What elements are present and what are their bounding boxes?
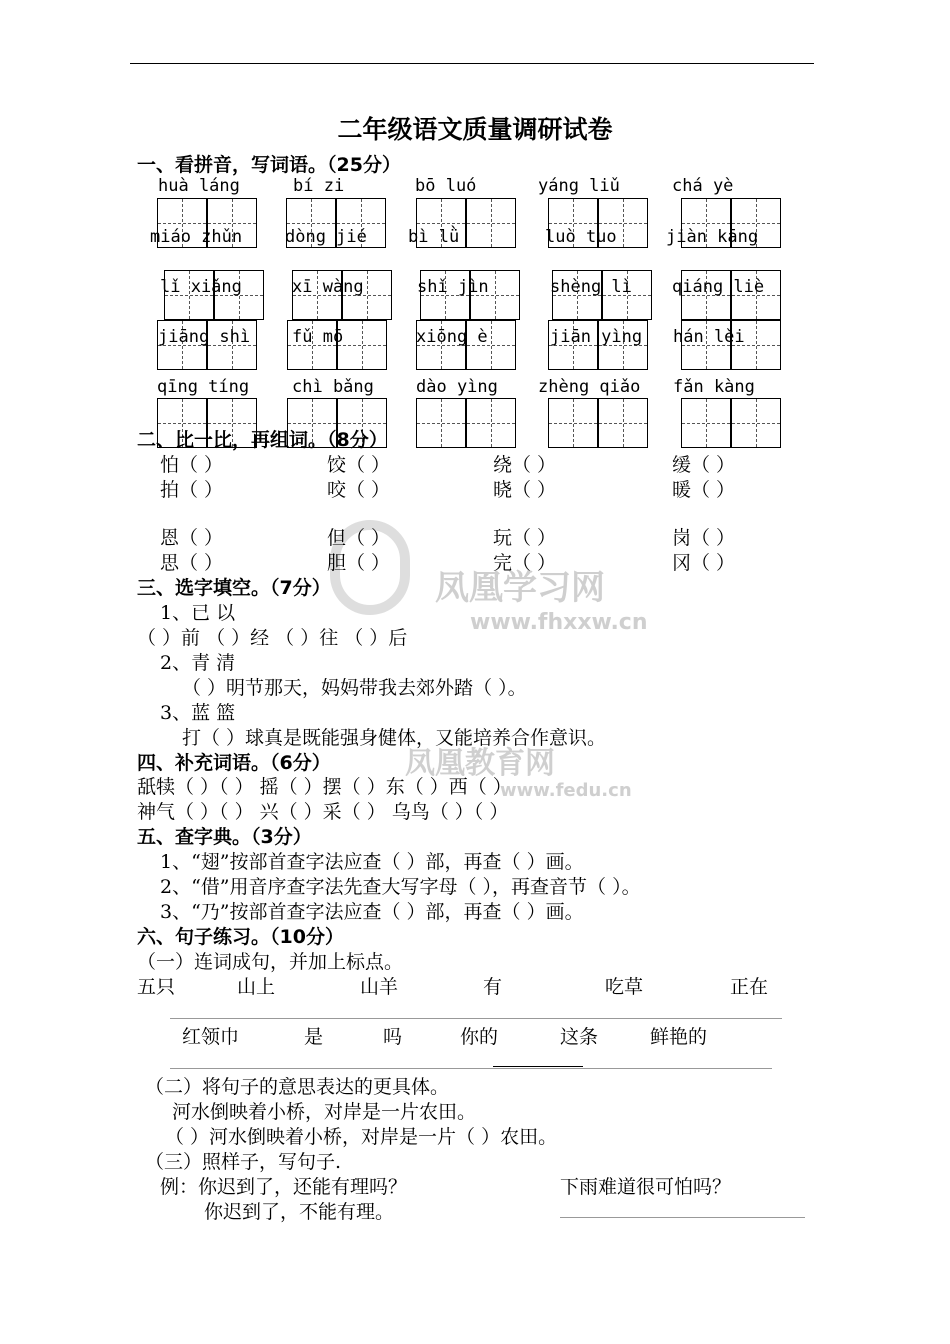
word: 山羊	[360, 976, 399, 998]
question-text: 3、蓝 篮	[160, 702, 236, 724]
pinyin: jiāng shì	[158, 327, 251, 347]
compare-item: 恩（ ）	[160, 527, 224, 549]
pinyin: shǐ jìn	[417, 277, 489, 297]
question-text: （ ）前 （ ）经 （ ）往 （ ）后	[137, 627, 408, 649]
compare-item: 岗（ ）	[672, 527, 736, 549]
watermark-text: 凤凰学习网	[435, 568, 605, 608]
pinyin: dòng jié	[285, 227, 367, 247]
word: 红领巾	[182, 1026, 240, 1048]
word: 山上	[237, 976, 276, 998]
writing-box[interactable]	[598, 398, 648, 448]
question-text: （ ）河水倒映着小桥，对岸是一片（ ）农田。	[165, 1126, 558, 1148]
compare-item: 拍（ ）	[160, 479, 224, 501]
pinyin: bō luó	[415, 176, 477, 196]
word: 你的	[460, 1026, 499, 1048]
compare-item: 咬（ ）	[327, 479, 391, 501]
word: 五只	[137, 976, 176, 998]
pinyin: miáo zhǔn	[150, 227, 243, 247]
watermark-text-2: 凤凰教育网	[405, 746, 555, 781]
pinyin: fǎn kàng	[673, 377, 755, 397]
pinyin: bì lǜ	[408, 227, 460, 247]
question-text: 打（ ）球真是既能强身健体，又能培养合作意识。	[182, 727, 607, 749]
pinyin: yáng liǔ	[538, 176, 620, 196]
answer-line[interactable]	[560, 1217, 805, 1218]
writing-box[interactable]	[466, 398, 516, 448]
compare-item: 但（ ）	[327, 527, 391, 549]
question-text: 河水倒映着小桥，对岸是一片农田。	[172, 1101, 477, 1123]
answer-line[interactable]	[170, 1018, 782, 1019]
pinyin: chá yè	[672, 176, 734, 196]
section-2-heading: 二、比一比，再组词。（8分）	[137, 429, 388, 451]
writing-box[interactable]	[416, 398, 466, 448]
question-text: 2、“借”用音序查字法先查大写字母（ ），再查音节（ ）。	[160, 876, 641, 898]
question-text: 神气（ ）（ ） 兴（ ）采（ ） 乌鸟（ ）（ ）	[137, 801, 509, 823]
question-text: 2、青 清	[160, 652, 236, 674]
pinyin: dào yìng	[416, 377, 498, 397]
pinyin: shèng lì	[550, 277, 632, 297]
writing-box[interactable]	[681, 398, 731, 448]
example-text: 例：你迟到了，还能有理吗？	[160, 1176, 408, 1198]
word: 有	[483, 976, 503, 998]
compare-item: 玩（ ）	[493, 527, 557, 549]
compare-item: 绕（ ）	[493, 454, 557, 476]
pinyin: zhèng qiǎo	[538, 377, 641, 397]
question-text: 3、“乃”按部首查字法应查（ ）部，再查（ ）画。	[160, 901, 584, 923]
compare-item: 晓（ ）	[493, 479, 557, 501]
question-text: 舐犊（ ）（ ） 摇（ ）摆（ ）东（ ）西（ ）	[137, 776, 512, 798]
question-text: （ ）明节那天，妈妈带我去郊外踏（ ）。	[182, 677, 527, 699]
watermark-url: www.fhxxw.cn	[470, 610, 648, 635]
compare-item: 暖（ ）	[672, 479, 736, 501]
pinyin: xī wàng	[292, 277, 364, 297]
writing-box[interactable]	[731, 398, 781, 448]
question-text: （三）照样子，写句子.	[145, 1151, 342, 1173]
pinyin: lǐ xiǎng	[160, 277, 242, 297]
question-text: （一）连词成句，并加上标点。	[137, 951, 404, 973]
compare-item: 思（ ）	[160, 552, 224, 574]
word: 吗	[383, 1026, 403, 1048]
section-1-heading: 一、看拼音，写词语。（25分）	[137, 154, 401, 176]
watermark-url-2: www.fedu.cn	[500, 780, 632, 801]
question-text: 1、已 以	[160, 602, 236, 624]
header-rule	[130, 63, 814, 64]
answer-line[interactable]	[170, 1068, 772, 1069]
compare-item: 冈（ ）	[672, 552, 736, 574]
pinyin: qīng tíng	[157, 377, 250, 397]
question-text: （二）将句子的意思表达的更具体。	[145, 1076, 450, 1098]
pinyin: luò tuo	[545, 227, 617, 247]
word: 是	[304, 1026, 324, 1048]
section-5-heading: 五、查字典。（3分）	[137, 826, 312, 848]
pinyin: huà láng	[158, 176, 240, 196]
compare-item: 怕（ ）	[160, 454, 224, 476]
pinyin: xiōng è	[416, 327, 488, 347]
page-title: 二年级语文质量调研试卷	[337, 115, 613, 144]
compare-item: 完（ ）	[493, 552, 557, 574]
pinyin: hán lěi	[673, 327, 745, 347]
question-text: 下雨难道很可怕吗？	[560, 1176, 732, 1198]
compare-item: 饺（ ）	[327, 454, 391, 476]
writing-box[interactable]	[337, 320, 387, 370]
pinyin: bí zi	[293, 176, 345, 196]
answer-line-mark	[493, 1066, 583, 1067]
word: 鲜艳的	[650, 1026, 708, 1048]
word: 正在	[730, 976, 769, 998]
pinyin: jiàn kāng	[666, 227, 759, 247]
section-6-heading: 六、句子练习。（10分）	[137, 926, 344, 948]
compare-item: 缓（ ）	[672, 454, 736, 476]
pinyin: jiān yìng	[550, 327, 643, 347]
example-text: 你迟到了，不能有理。	[204, 1201, 395, 1223]
writing-box[interactable]	[466, 198, 516, 248]
writing-box[interactable]	[548, 398, 598, 448]
question-text: 1、“翅”按部首查字法应查（ ）部，再查（ ）画。	[160, 851, 584, 873]
word: 吃草	[605, 976, 644, 998]
pinyin: fǔ mō	[292, 327, 344, 347]
pinyin: qiáng liè	[672, 277, 765, 297]
section-3-heading: 三、选字填空。（7分）	[137, 577, 331, 599]
pinyin: chì bǎng	[292, 377, 374, 397]
word: 这条	[560, 1026, 599, 1048]
section-4-heading: 四、补充词语。（6分）	[137, 752, 331, 774]
compare-item: 胆（ ）	[327, 552, 391, 574]
